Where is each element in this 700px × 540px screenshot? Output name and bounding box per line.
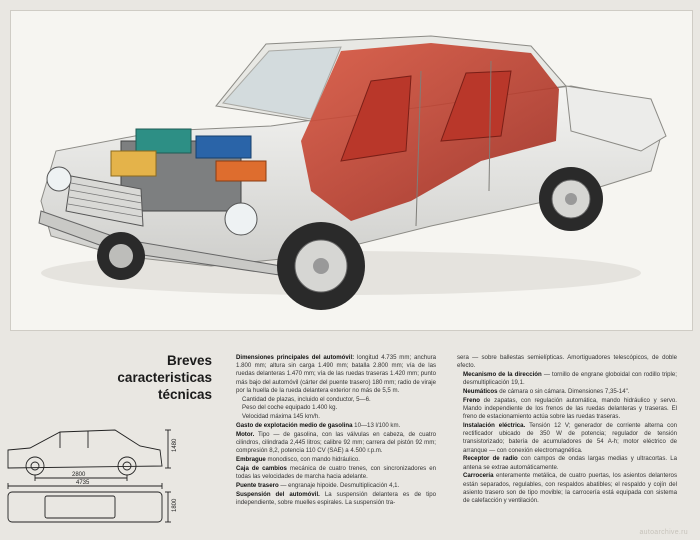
dim-wheelbase-label: 2800	[72, 472, 86, 478]
spec-column-2	[457, 354, 677, 506]
spec-radio: Receptor de radio con campos de ondas largas medias y ultracortas. La antena se extrae automáticamente.	[463, 455, 677, 471]
dim-height-label: 1480	[172, 438, 178, 452]
front-wheel-icon	[277, 222, 365, 310]
car-dimensions-blueprint	[0, 420, 230, 540]
spec-fuel: Gasto de explotación medio de gasolina 10—13 l/100 km.	[236, 422, 401, 429]
spec-rear-suspension: sera — sobre ballestas semielípticas. Amortiguadores telescópicos, de doble efecto.	[457, 354, 677, 370]
heading-line-2: caracteristicas	[117, 370, 212, 385]
spec-steering: Mecanismo de la dirección — tornillo de engrane globoidal con rodillo triple; desmultiplicación 19,1.	[463, 371, 677, 387]
spec-gearbox: Caja de cambios mecánica de cuatro trenes, con sincronizadores en todas las velocidades de marcha hacia adelante.	[236, 464, 436, 480]
spec-suspension: Suspensión del automóvil. La suspensión delantera es de tipo independiente, sobre muelles espirales. La suspensión tra-	[236, 490, 436, 506]
spec-seats: Cantidad de plazas, incluido el conductor, 5—6.	[242, 395, 371, 403]
spec-rear-axle: Puente trasero — engranaje hipoide. Desmultiplicación 4,1.	[236, 481, 400, 489]
dim-width-label: 1800	[172, 498, 178, 512]
spec-electrical: Instalación eléctrica. Tensión 12 V; generador de corriente alterna con rectificador ubicado de 350 W de potencia; regulador de tensión transistorizado; batería de acumuladores de 54 A-h; motor eléctrico de arranque — con conexión electromagnética.	[463, 422, 677, 454]
spec-weight: Peso del coche equipado 1.400 kg.	[242, 404, 338, 412]
spec-engine: Motor. Tipo — de gasolina, con las válvulas en cabeza, de cuatro cilindros, cilindrada 2,445 litros; calibre 92 mm; carrera del pistón 92 mm; compresión 8,2, potencia 110 CV (SAE) a 4.500 r.p.m.	[236, 430, 436, 455]
dim-length-label: 4735	[76, 480, 90, 486]
spec-max-speed: Velocidad máxima 145 km/h.	[242, 413, 320, 421]
car-cutaway-illustration	[10, 10, 693, 331]
heading-line-1: Breves	[166, 353, 212, 368]
watermark: autoarchive.ru	[639, 529, 688, 536]
spec-clutch: Embrague monodisco, con mando hidráulico.	[236, 456, 360, 463]
cutaway-car-icon	[11, 11, 692, 330]
spec-column-1	[236, 354, 436, 508]
section-heading	[112, 352, 212, 403]
heading-line-3: técnicas	[157, 387, 212, 402]
rear-wheel-icon	[539, 167, 603, 231]
spec-body: Carrocería enteramente metálica, de cuatro puertas, los asientos delanteros están separados, regulables, con respaldos abatibles; el respaldo y cojín del asiento trasero son de tipo movible; la carrocería está equipada con sistema de calefacción y ventilación.	[463, 472, 677, 505]
spec-dimensions: Dimensiones principales del automóvil: longitud 4.735 mm; anchura 1.800 mm; altura sin carga 1.490 mm; batalla 2.800 mm; vía de las ruedas delanteras 1.470 mm; vía de las ruedas traseras 1.420 mm; punto más bajo del automóvil (cárter del puente trasero) 180 mm; radio de viraje por la huella de la rueda delantera exterior no más de 5,5 m.	[236, 354, 437, 394]
spec-tyres: Neumáticos de cámara o sin cámara. Dimensiones 7,35-14".	[463, 388, 630, 395]
spec-brakes: Freno de zapatas, con regulación automática, mando hidráulico y servo. Mando independiente de los frenos de las ruedas delanteras y traseras. El freno de estacionamiento actúa sobre las ruedas traseras.	[463, 396, 677, 421]
